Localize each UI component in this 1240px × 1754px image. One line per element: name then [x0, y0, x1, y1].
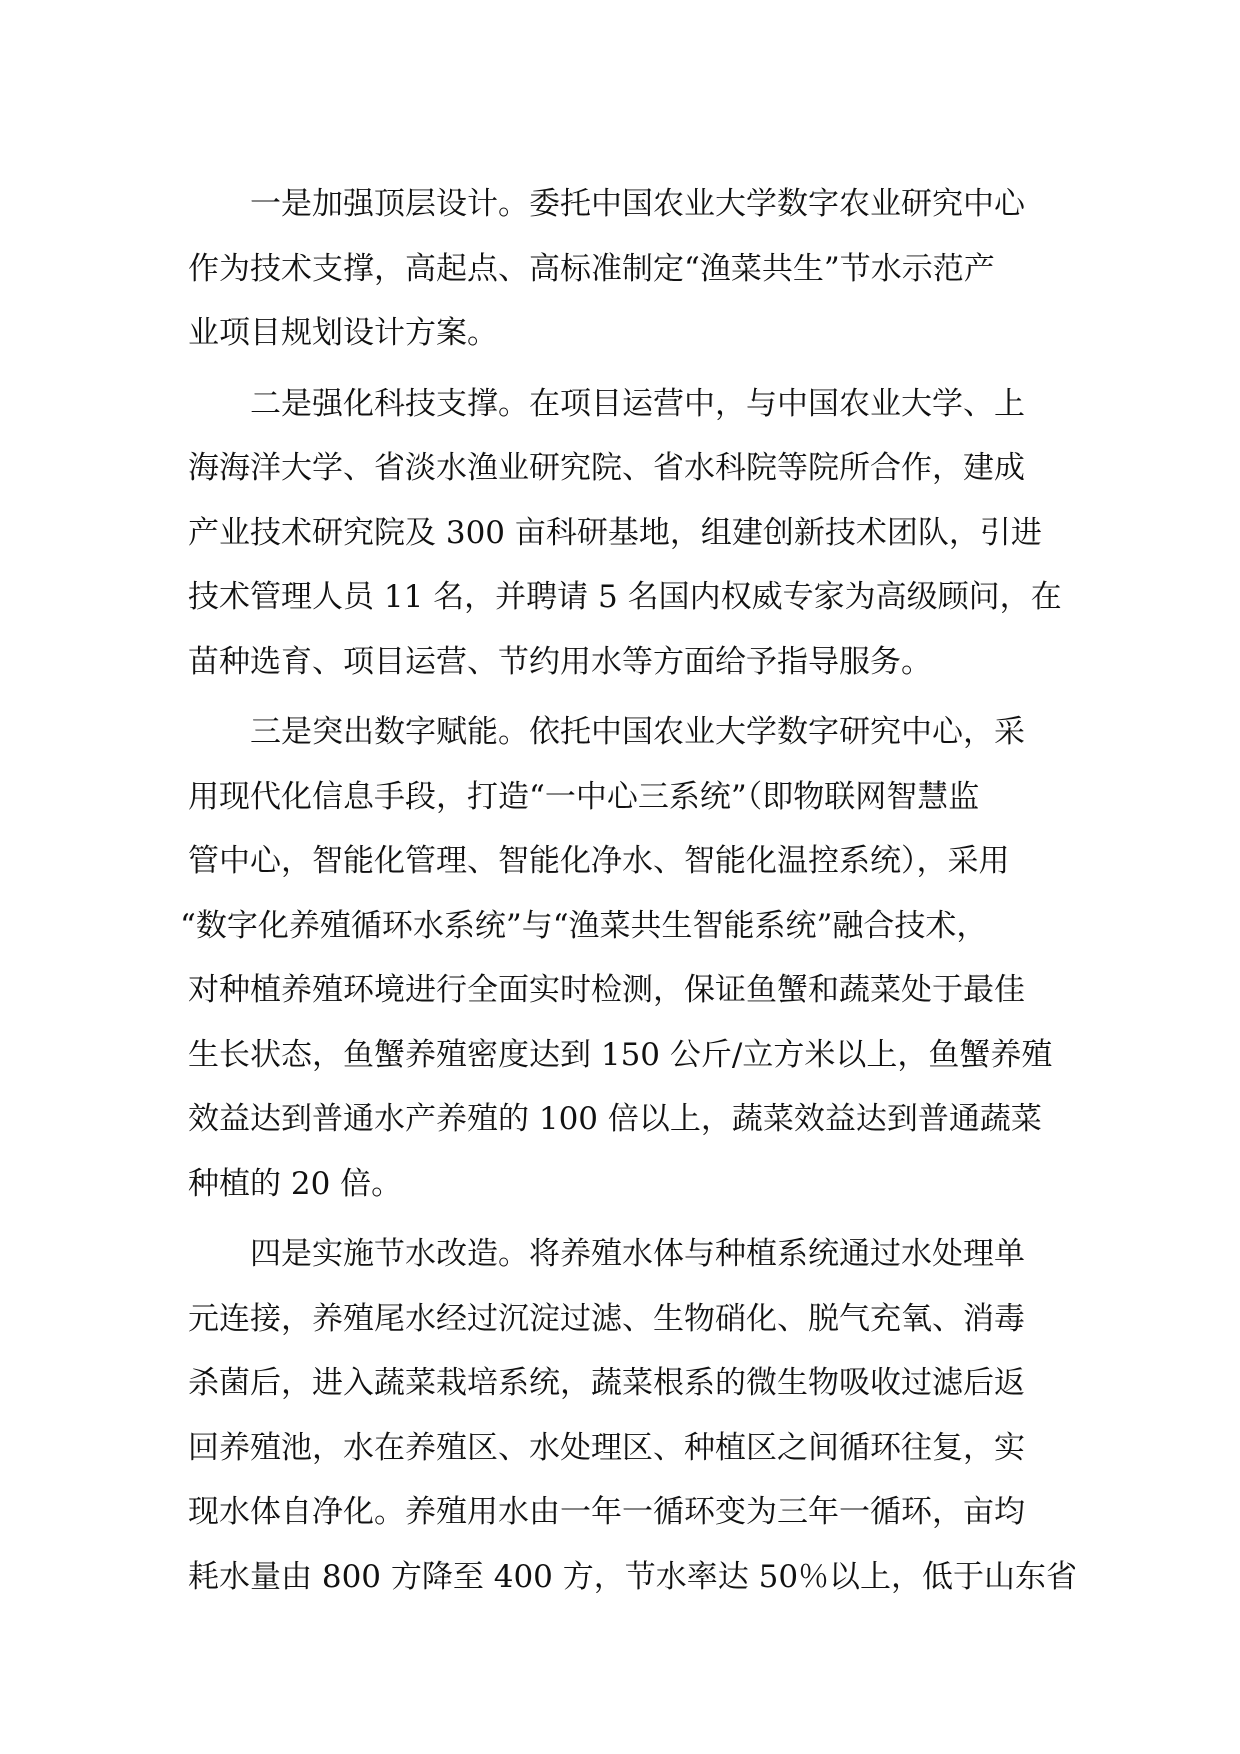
paragraph-4-line-3: 杀菌后，进入蔬菜栽培系统，蔬菜根系的微生物吸收过滤后返	[188, 1365, 1025, 1401]
paragraph-1-line-2: 作为技术支撑，高起点、高标准制定“渔菜共生”节水示范产	[188, 250, 995, 287]
paragraph-3-line-5: 对种植养殖环境进行全面实时检测，保证鱼蟹和蔬菜处于最佳	[188, 972, 1025, 1008]
paragraph-4-line-2: 元连接，养殖尾水经过沉淀过滤、生物硝化、脱气充氧、消毒	[188, 1300, 1025, 1337]
paragraph-1-line-3: 业项目规划设计方案。	[188, 315, 498, 351]
paragraph-3-line-1: 三是突出数字赋能。依托中国农业大学数字研究中心，采	[250, 714, 1025, 750]
paragraph-3-line-8: 种植的 20 倍。	[188, 1165, 403, 1202]
paragraph-1-line-1: 一是加强顶层设计。委托中国农业大学数字农业研究中心	[250, 186, 1025, 222]
paragraph-4-line-4: 回养殖池，水在养殖区、水处理区、种植区之间循环往复，实	[188, 1429, 1025, 1466]
paragraph-3-line-6: 生长状态，鱼蟹养殖密度达到 150 公斤/立方米以上，鱼蟹养殖	[188, 1036, 1053, 1073]
paragraph-4-line-6: 耗水量由 800 方降至 400 方，节水率达 50％以上，低于山东省	[188, 1558, 1078, 1595]
paragraph-4-line-1: 四是实施节水改造。将养殖水体与种植系统通过水处理单	[250, 1236, 1025, 1272]
paragraph-3-line-2: 用现代化信息手段，打造“一中心三系统”（即物联网智慧监	[188, 778, 980, 815]
paragraph-2-line-4: 技术管理人员 11 名，并聘请 5 名国内权威专家为高级顾问，在	[188, 579, 1062, 615]
paragraph-2-line-5: 苗种选育、项目运营、节约用水等方面给予指导服务。	[188, 643, 932, 680]
paragraph-2-line-2: 海海洋大学、省淡水渔业研究院、省水科院等院所合作，建成	[188, 450, 1025, 486]
paragraph-2-line-1: 二是强化科技支撑。在项目运营中，与中国农业大学、上	[250, 385, 1025, 422]
body-text	[180, 172, 1088, 1609]
paragraph-4-line-5: 现水体自净化。养殖用水由一年一循环变为三年一循环，亩均	[188, 1494, 1025, 1530]
paragraph-2-line-3: 产业技术研究院及 300 亩科研基地，组建创新技术团队，引进	[188, 514, 1042, 551]
paragraph-3-line-4: “数字化养殖循环水系统”与“渔菜共生智能系统”融合技术，	[180, 907, 988, 944]
paragraph-3-line-7: 效益达到普通水产养殖的 100 倍以上，蔬菜效益达到普通蔬菜	[188, 1101, 1042, 1137]
paragraph-3-line-3: 管中心，智能化管理、智能化净水、智能化温控系统），采用	[188, 843, 1010, 879]
